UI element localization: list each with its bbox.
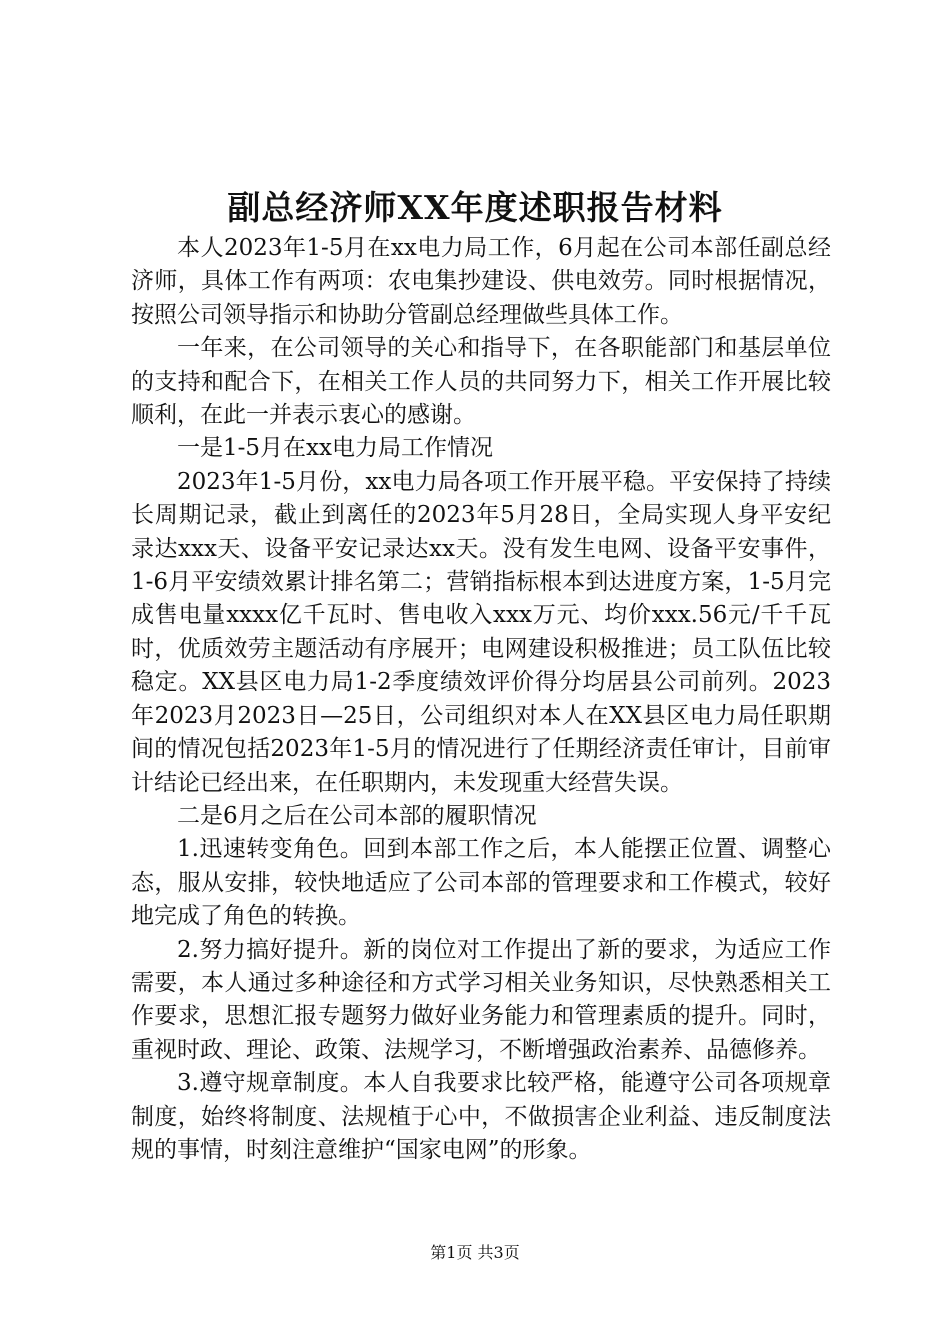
paragraph-thanks: 一年来，在公司领导的关心和指导下，在各职能部门和基层单位的支持和配合下，在相关工作人员的共同努力下，相关工作开展比较顺利，在此一并表示衷心的感谢。 [131,335,831,429]
paragraph-item-2: 2.努力搞好提升。新的岗位对工作提出了新的要求，为适应工作需要，本人通过多种途径和方式学习相关业务知识，尽快熟悉相关工作要求，思想汇报专题努力做好业务能力和管理素质的提升。同时，重视时政、理论、政策、法规学习，不断增强政治素养、品德修养。 [131,936,831,1063]
paragraph-item-3: 3.遵守规章制度。本人自我要求比较严格，能遵守公司各项规章制度，始终将制度、法规植于心中，不做损害企业利益、违反制度法规的事情，时刻注意维护“国家电网”的形象。 [131,1070,831,1163]
section-heading-1: 一是1-5月在xx电力局工作情况 [177,435,493,462]
document-body [131,232,831,1167]
paragraph-intro: 本人2023年1-5月在xx电力局工作，6月起在公司本部任副总经济师，具体工作有两项：农电集抄建设、供电效劳。同时根据情况，按照公司领导指示和协助分管副总经理做些具体工作。 [131,235,831,328]
paragraph-xx-bureau-work: 2023年1-5月份，xx电力局各项工作开展平稳。平安保持了持续长周期记录，截止到离任的2023年5月28日，全局实现人身平安纪录达xxx天、设备平安记录达xx天。没有发生电网、设备平安事件，1-6月平安绩效累计排名第二；营销指标根本到达进度方案，1-5月完成售电量xxxx亿千瓦时、售电收入xxx万元、均价xxx.56元/千千瓦时，优质效劳主题活动有序展开；电网建设积极推进；员工队伍比较稳定。XX县区电力局1-2季度绩效评价得分均居县公司前列。2023年2023月2023日—25日，公司组织对本人在XX县区电力局任职期间的情况包括2023年1-5月的情况进行了任期经济责任审计，目前审计结论已经出来，在任职期内，未发现重大经营失误。 [131,468,831,796]
page-number-footer: 第1页 共3页 [430,1243,520,1262]
section-heading-2: 二是6月之后在公司本部的履职情况 [177,802,537,829]
document-title: 副总经济师XX年度述职报告材料 [227,188,723,227]
paragraph-item-1: 1.迅速转变角色。回到本部工作之后，本人能摆正位置、调整心态，服从安排，较快地适应了公司本部的管理要求和工作模式，较好地完成了角色的转换。 [131,836,831,930]
